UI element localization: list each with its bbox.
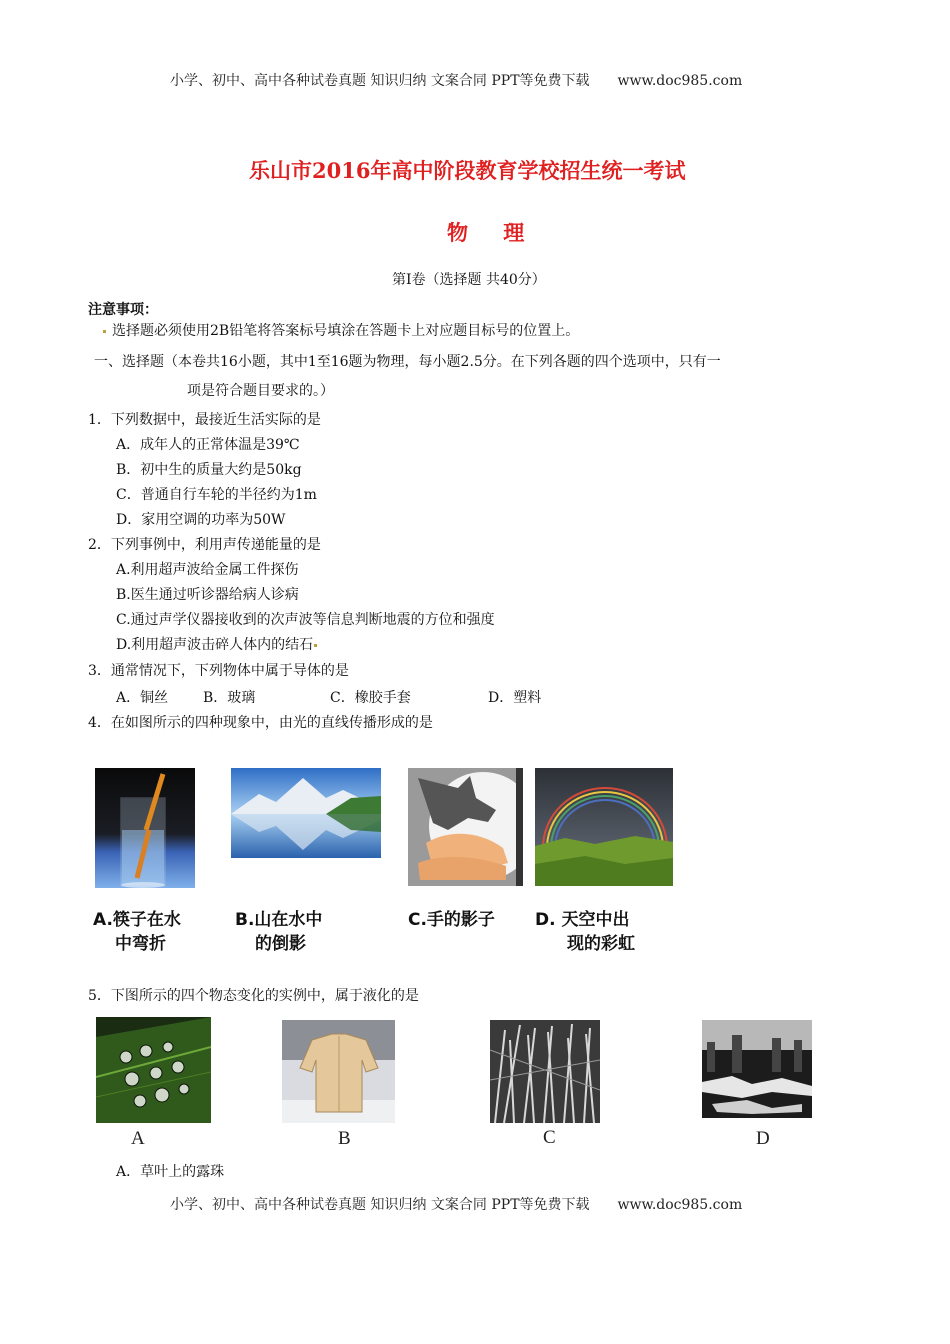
subject-title: 物 理 bbox=[447, 220, 539, 245]
q5-label-c: C bbox=[543, 1127, 556, 1148]
q1-stem: 1．下列数据中，最接近生活实际的是 bbox=[88, 412, 321, 428]
q5-image-b bbox=[282, 1020, 395, 1123]
q5-label-b: B bbox=[338, 1128, 351, 1149]
q1-option-b: B．初中生的质量大约是50kg bbox=[116, 462, 302, 478]
q4-image-d bbox=[535, 768, 673, 886]
q2-option-c: C.通过声学仪器接收到的次声波等信息判断地震的方位和强度 bbox=[116, 612, 495, 628]
section-instruction-line2: 项是符合题目要求的。） bbox=[187, 383, 334, 399]
q3-option-c: C．橡胶手套 bbox=[330, 690, 411, 706]
q4-caption-a-line2: 中弯折 bbox=[115, 934, 166, 954]
q4-image-a bbox=[95, 768, 195, 888]
section-instruction-line1: 一、选择题（本卷共16小题，其中1至16题为物理，每小题2.5分。在下列各题的四个选项中，只有一 bbox=[94, 354, 721, 370]
q2-option-d bbox=[116, 635, 323, 655]
q4-caption-d-line1: D. 天空中出 bbox=[535, 910, 630, 930]
q4-caption-b-line2: 的倒影 bbox=[255, 934, 306, 954]
q1-option-a: A．成年人的正常体温是39℃ bbox=[116, 437, 300, 453]
q3-stem: 3．通常情况下，下列物体中属于导体的是 bbox=[88, 663, 349, 679]
q4-caption-b bbox=[235, 908, 322, 956]
q5-image-d bbox=[702, 1020, 812, 1118]
q4-caption-c bbox=[408, 908, 495, 932]
page-footer: 小学、初中、高中各种试卷真题 知识归纳 文案合同 PPT等免费下载 www.doc985.com bbox=[170, 1197, 743, 1213]
q4-caption-b-line1: B.山在水中 bbox=[235, 910, 323, 930]
volume-heading: 第Ⅰ卷（选择题 共40分） bbox=[392, 272, 546, 288]
q4-stem: 4．在如图所示的四种现象中，由光的直线传播形成的是 bbox=[88, 715, 433, 731]
q3-option-d: D．塑料 bbox=[488, 690, 542, 706]
q4-caption-a-line1: A.筷子在水 bbox=[93, 910, 181, 930]
q5-label-d: D bbox=[756, 1128, 770, 1149]
q1-option-d: D．家用空调的功率为50W bbox=[116, 512, 286, 528]
q2-option-b: B.医生通过听诊器给病人诊病 bbox=[116, 587, 299, 603]
q2-option-a: A.利用超声波给金属工件探伤 bbox=[116, 562, 299, 578]
q4-image-b bbox=[231, 768, 381, 858]
exam-title: 乐山市2016年高中阶段教育学校招生统一考试 bbox=[249, 158, 686, 183]
q5-image-a bbox=[96, 1017, 211, 1123]
page-header: 小学、初中、高中各种试卷真题 知识归纳 文案合同 PPT等免费下载 www.doc985.com bbox=[170, 73, 743, 89]
q2-stem: 2．下列事例中，利用声传递能量的是 bbox=[88, 537, 321, 553]
q3-option-b: B．玻璃 bbox=[203, 690, 256, 706]
q4-caption-d-line2: 现的彩虹 bbox=[567, 934, 635, 954]
q5-stem: 5．下图所示的四个物态变化的实例中，属于液化的是 bbox=[88, 988, 419, 1004]
bullet-dot bbox=[103, 330, 106, 333]
q4-image-c bbox=[408, 768, 523, 886]
q5-image-c bbox=[490, 1020, 600, 1123]
q3-option-a: A．铜丝 bbox=[116, 690, 169, 706]
q2-option-d-text: D.利用超声波击碎人体内的结石 bbox=[116, 637, 314, 653]
notice-heading: 注意事项： bbox=[88, 302, 158, 318]
notice-text-content: 选择题必须使用2B铅笔将答案标号填涂在答题卡上对应题目标号的位置上。 bbox=[112, 323, 580, 339]
q4-caption-d bbox=[535, 908, 635, 956]
q1-option-c: C．普通自行车轮的半径约为1m bbox=[116, 487, 317, 503]
notice-text bbox=[103, 321, 579, 341]
q4-caption-a bbox=[93, 908, 181, 956]
q4-caption-c-line1: C.手的影子 bbox=[408, 910, 495, 930]
q5-label-a: A bbox=[131, 1128, 145, 1149]
bullet-dot bbox=[314, 644, 317, 647]
q5-option-a: A．草叶上的露珠 bbox=[116, 1164, 225, 1180]
